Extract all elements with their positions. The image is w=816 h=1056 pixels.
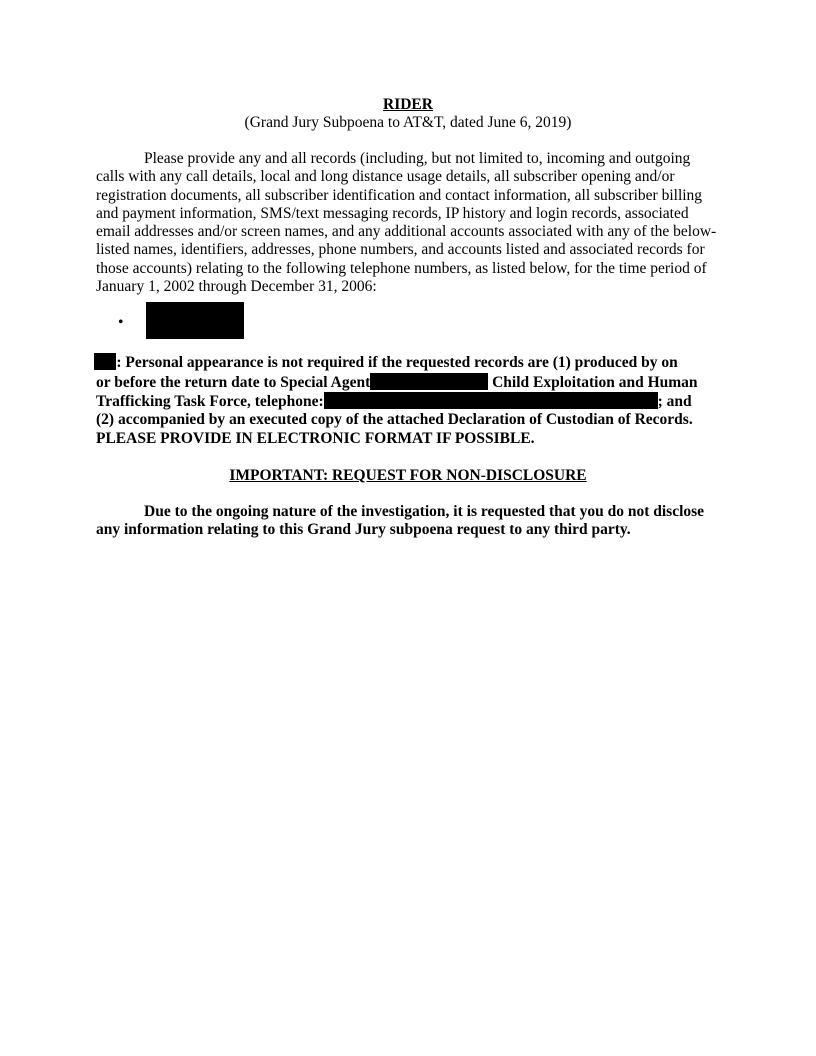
- note-line-4: (2) accompanied by an executed copy of the attached Declaration of Custodian of Records.: [96, 411, 693, 429]
- note-line-2-text-b: Child Exploitation and Human: [488, 373, 698, 391]
- redacted-note-label: [94, 353, 116, 370]
- note-line-3: [96, 392, 720, 411]
- personal-appearance-note: [96, 353, 720, 447]
- document-subtitle: (Grand Jury Subpoena to AT&T, dated June 6, 2019): [244, 114, 572, 131]
- note-line-1-text: Personal appearance is not required if the requested records are (1) produced by on: [121, 354, 678, 372]
- document-title: RIDER: [383, 96, 433, 113]
- records-request-paragraph: Please provide any and all records (including, but not limited to, incoming and outgoing calls with any call details, local and long distance usage details, all subscriber opening and/or registration documents, all subscriber identification and contact information, all subscriber billing and payment information, SMS/text messaging records, IP history and login records, associated email addresses and/or screen names, and any additional accounts associated with any of the below-listed names, identifiers, addresses, phone numbers, and accounts listed and associated records for those accounts) relating to the following telephone numbers, as listed below, for the time period of January 1, 2002 through December 31, 2006:: [96, 150, 717, 296]
- rider-page: [96, 96, 720, 555]
- non-disclosure-paragraph: Due to the ongoing nature of the investigation, it is requested that you do not disclose any information relating to this Grand Jury subpoena request to any third party.: [96, 502, 705, 539]
- list-item: [118, 300, 720, 340]
- note-line-5: PLEASE PROVIDE IN ELECTRONIC FORMAT IF POSSIBLE.: [96, 429, 535, 447]
- redacted-telephone-number: [146, 302, 244, 339]
- note-line-2-text-a: or before the return date to Special Agent: [96, 373, 371, 391]
- redacted-agent-name: [370, 373, 488, 390]
- bullet-icon: •: [118, 314, 124, 332]
- telephone-number-list: [96, 300, 720, 340]
- note-line-1: [96, 353, 720, 372]
- note-line-3-text-b: ; and: [657, 392, 692, 410]
- non-disclosure-heading: IMPORTANT: REQUEST FOR NON-DISCLOSURE: [229, 466, 587, 484]
- redacted-telephone: [324, 392, 658, 409]
- note-line-3-text-a: Trafficking Task Force, telephone:: [96, 392, 324, 410]
- note-line-2: [96, 373, 720, 392]
- note-colon: :: [116, 354, 122, 372]
